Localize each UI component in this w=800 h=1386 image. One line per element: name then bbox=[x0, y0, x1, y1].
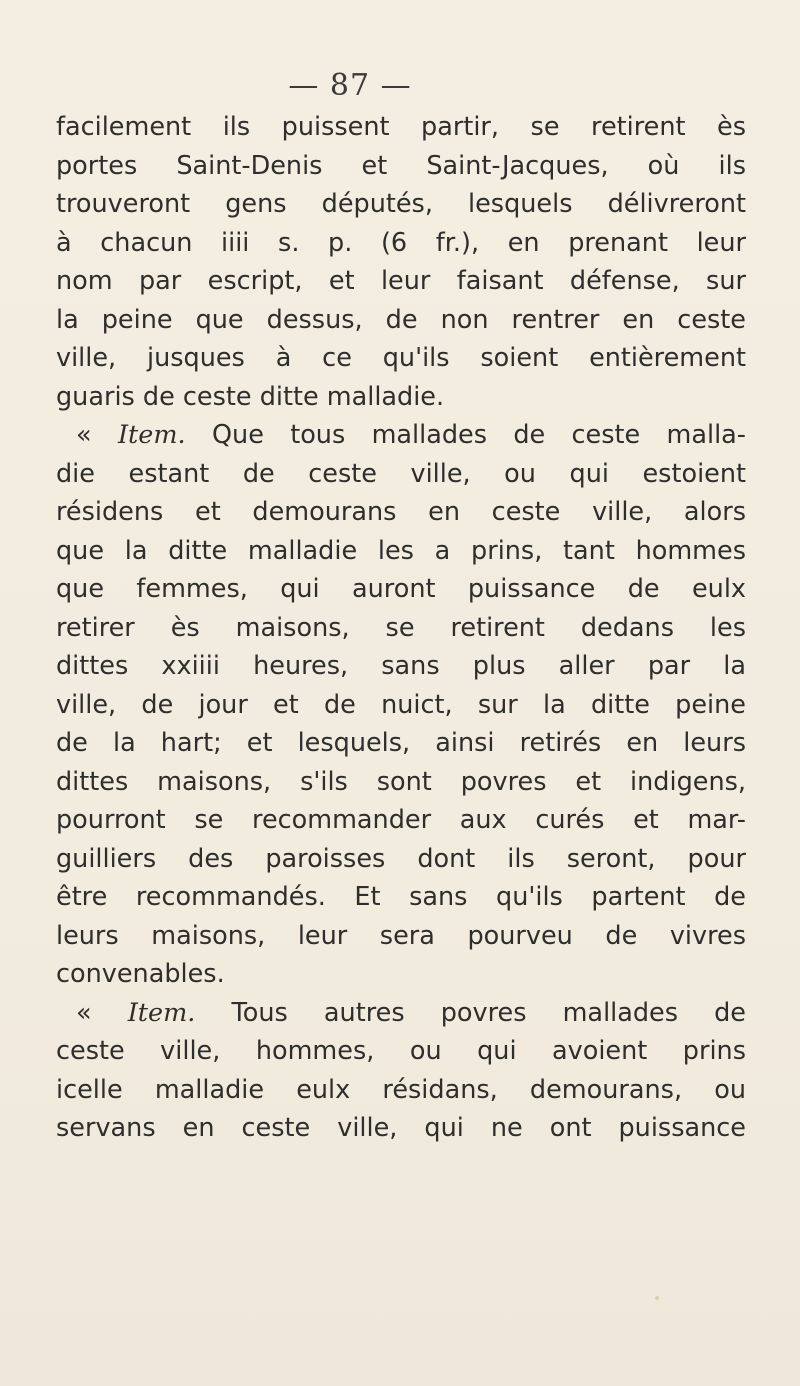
text-line: guilliers des paroisses dont ils seront, pour bbox=[56, 843, 746, 874]
guillemet: « bbox=[76, 997, 128, 1028]
text-line: dittes maisons, s'ils sont povres et indigens, bbox=[56, 766, 746, 797]
paragraph-start-line bbox=[56, 416, 746, 455]
text-line: ville, jusques à ce qu'ils soient entièrement bbox=[56, 343, 746, 373]
paragraph-start-line bbox=[56, 994, 746, 1033]
text-line: icelle malladie eulx résidans, demourans, ou bbox=[56, 1074, 746, 1105]
text-line: ville, de jour et de nuict, sur la ditte peine bbox=[56, 689, 746, 720]
page-number: — 87 — bbox=[288, 68, 412, 103]
text-line: pourront se recommander aux curés et mar- bbox=[56, 805, 746, 835]
text-line: dittes xxiiii heures, sans plus aller par la bbox=[56, 651, 746, 681]
text-line: de la hart; et lesquels, ainsi retirés en leurs bbox=[56, 728, 746, 758]
text-line: résidens et demourans en ceste ville, alors bbox=[56, 497, 746, 527]
text-line: portes Saint-Denis et Saint-Jacques, où ils bbox=[56, 150, 746, 181]
text-line: être recommandés. Et sans qu'ils partent de bbox=[56, 882, 746, 912]
item-heading: Item. bbox=[117, 420, 186, 450]
line-text: Tous autres povres mallades de bbox=[195, 997, 746, 1028]
text-line: guaris de ceste ditte malladie. bbox=[56, 381, 445, 412]
text-line: nom par escript, et leur faisant défense, sur bbox=[56, 266, 746, 296]
text-line: leurs maisons, leur sera pourveu de vivres bbox=[56, 920, 746, 951]
text-line: que la ditte malladie les a prins, tant hommes bbox=[56, 535, 746, 566]
body-text bbox=[56, 108, 746, 1148]
text-line: que femmes, qui auront puissance de eulx bbox=[56, 574, 746, 604]
text-line: à chacun iiii s. p. (6 fr.), en prenant leur bbox=[56, 227, 746, 258]
line-text: Que tous mallades de ceste malla- bbox=[185, 420, 746, 450]
guillemet: « bbox=[76, 420, 118, 450]
text-line: la peine que dessus, de non rentrer en ceste bbox=[56, 304, 746, 335]
text-line: convenables. bbox=[56, 959, 225, 989]
text-line: retirer ès maisons, se retirent dedans les bbox=[56, 612, 746, 643]
text-line: servans en ceste ville, qui ne ont puissance bbox=[56, 1113, 746, 1143]
paper-speck bbox=[655, 1296, 659, 1300]
text-line: trouveront gens députés, lesquels délivreront bbox=[56, 189, 746, 219]
text-line: die estant de ceste ville, ou qui estoient bbox=[56, 458, 746, 489]
text-line: ceste ville, hommes, ou qui avoient prins bbox=[56, 1036, 746, 1066]
text-line: facilement ils puissent partir, se retirent ès bbox=[56, 112, 746, 142]
item-heading: Item. bbox=[127, 997, 196, 1028]
